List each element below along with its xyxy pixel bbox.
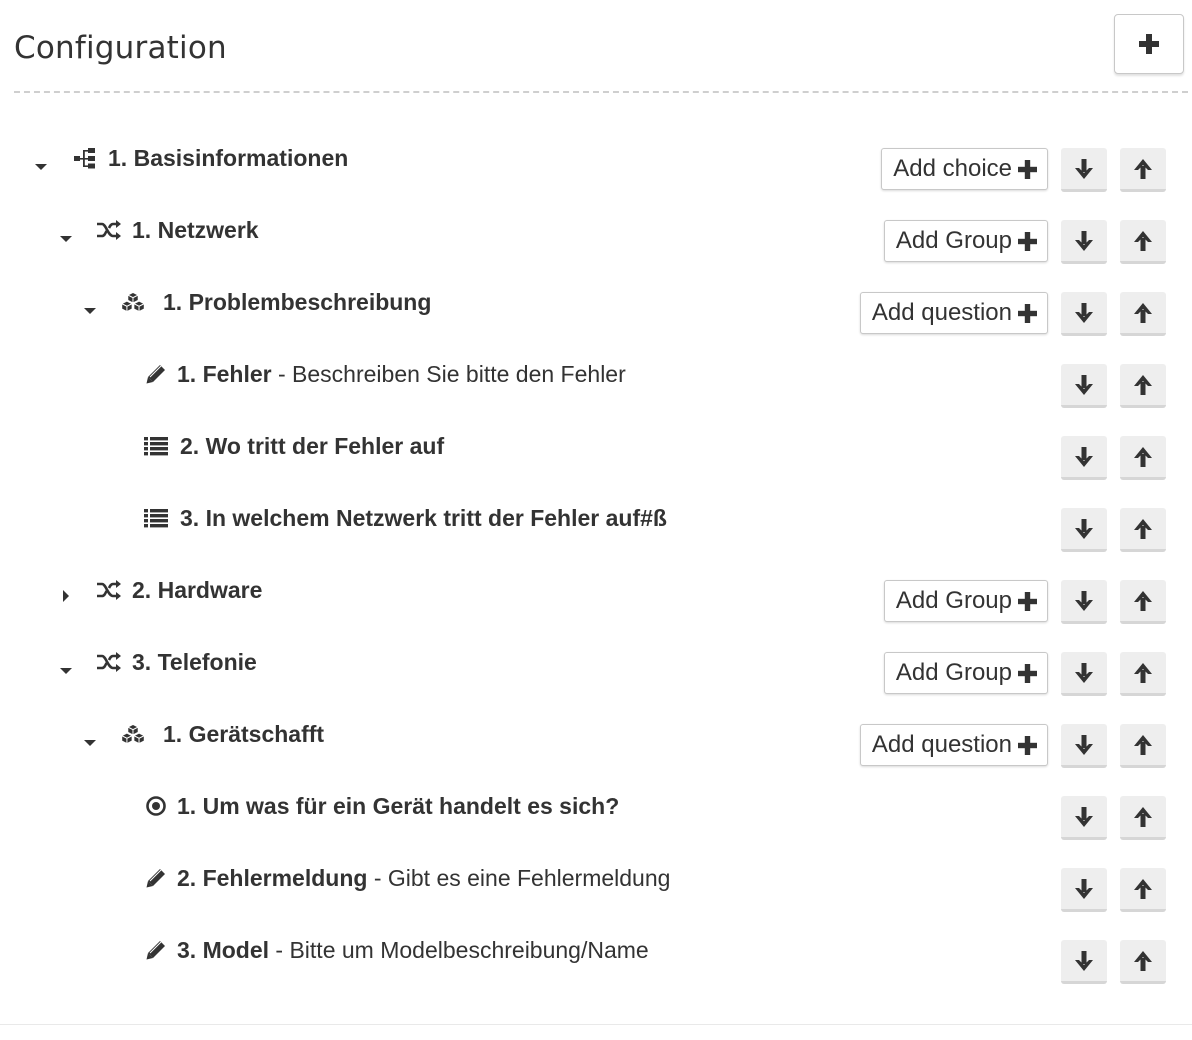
node-title: Gerätschafft [188, 721, 325, 747]
arrow-down-icon [1074, 734, 1094, 756]
move-up-button[interactable] [1120, 724, 1166, 768]
add-button-label: Add Group [895, 587, 1012, 614]
cubes-icon [120, 290, 146, 314]
node-number: 1. [177, 793, 197, 819]
pencil-icon [143, 866, 169, 890]
plus-icon [1018, 592, 1037, 611]
node-label [163, 290, 431, 314]
move-down-button[interactable] [1061, 436, 1107, 480]
caret-down-icon[interactable] [59, 664, 73, 678]
arrow-up-icon [1133, 734, 1153, 756]
arrow-up-icon [1133, 230, 1153, 252]
arrow-up-icon [1133, 806, 1153, 828]
move-down-button[interactable] [1061, 292, 1107, 336]
random-icon [96, 218, 122, 242]
plus-icon [1018, 232, 1037, 251]
dot-circle-icon [143, 794, 169, 818]
node-number: 1. [132, 217, 152, 243]
add-choice-button[interactable] [881, 148, 1048, 190]
node-title: Fehlermeldung [202, 865, 368, 891]
bottom-divider [0, 1024, 1192, 1025]
arrow-down-icon [1074, 590, 1094, 612]
plus-icon [1138, 33, 1160, 55]
arrow-down-icon [1074, 374, 1094, 396]
node-number: 2. [177, 865, 197, 891]
node-description: - Bitte um Modelbeschreibung/Name [269, 937, 649, 963]
move-up-button[interactable] [1120, 868, 1166, 912]
node-title: Hardware [157, 577, 263, 603]
node-label [180, 506, 667, 530]
pencil-icon [143, 938, 169, 962]
question-row [0, 914, 1192, 986]
arrow-down-icon [1074, 230, 1094, 252]
tree-node-row [0, 194, 1192, 266]
arrow-down-icon [1074, 302, 1094, 324]
move-down-button[interactable] [1061, 652, 1107, 696]
caret-down-icon[interactable] [83, 304, 97, 318]
move-up-button[interactable] [1120, 220, 1166, 264]
node-title: Basisinformationen [133, 145, 349, 171]
arrow-up-icon [1133, 374, 1153, 396]
node-label [108, 146, 348, 170]
move-up-button[interactable] [1120, 148, 1166, 192]
random-icon [96, 578, 122, 602]
plus-icon [1018, 160, 1037, 179]
move-up-button[interactable] [1120, 580, 1166, 624]
add-group-button[interactable] [884, 580, 1048, 622]
move-down-button[interactable] [1061, 148, 1107, 192]
node-title: Problembeschreibung [188, 289, 432, 315]
arrow-down-icon [1074, 662, 1094, 684]
node-title: Fehler [202, 361, 272, 387]
add-button-label: Add Group [895, 659, 1012, 686]
random-icon [96, 650, 122, 674]
add-button-label: Add question [871, 299, 1012, 326]
plus-icon [1018, 664, 1037, 683]
node-title: Telefonie [157, 649, 257, 675]
node-title: Model [202, 937, 270, 963]
question-row [0, 338, 1192, 410]
move-up-button[interactable] [1120, 940, 1166, 984]
caret-down-icon[interactable] [59, 232, 73, 246]
node-label [177, 362, 626, 386]
arrow-up-icon [1133, 302, 1153, 324]
node-description: - Gibt es eine Fehlermeldung [367, 865, 671, 891]
move-up-button[interactable] [1120, 436, 1166, 480]
node-number: 1. [108, 145, 128, 171]
question-row [0, 770, 1192, 842]
arrow-up-icon [1133, 590, 1153, 612]
move-up-button[interactable] [1120, 652, 1166, 696]
question-row [0, 482, 1192, 554]
arrow-down-icon [1074, 806, 1094, 828]
list-icon [143, 434, 169, 458]
move-down-button[interactable] [1061, 796, 1107, 840]
node-label [163, 722, 324, 746]
add-question-button[interactable] [860, 292, 1048, 334]
node-number: 3. [177, 937, 197, 963]
caret-down-icon[interactable] [34, 160, 48, 174]
sitemap-icon [72, 146, 98, 170]
node-title: In welchem Netzwerk tritt der Fehler auf#ß [205, 505, 667, 531]
arrow-down-icon [1074, 950, 1094, 972]
move-down-button[interactable] [1061, 508, 1107, 552]
arrow-down-icon [1074, 878, 1094, 900]
node-label [132, 578, 262, 602]
list-icon [143, 506, 169, 530]
caret-right-icon[interactable] [59, 589, 73, 603]
arrow-down-icon [1074, 518, 1094, 540]
add-button-label: Add Group [895, 227, 1012, 254]
tree-node-row [0, 266, 1192, 338]
tree-node-row [0, 122, 1192, 194]
arrow-up-icon [1133, 158, 1153, 180]
arrow-up-icon [1133, 518, 1153, 540]
page-title: Configuration [14, 30, 227, 66]
move-up-button[interactable] [1120, 508, 1166, 552]
node-number: 3. [180, 505, 200, 531]
add-group-button[interactable] [884, 220, 1048, 262]
arrow-down-icon [1074, 446, 1094, 468]
arrow-up-icon [1133, 446, 1153, 468]
move-down-button[interactable] [1061, 868, 1107, 912]
node-label [132, 650, 257, 674]
configuration-tree [0, 122, 1192, 986]
node-label [132, 218, 259, 242]
arrow-up-icon [1133, 662, 1153, 684]
node-title: Wo tritt der Fehler auf [205, 433, 445, 459]
add-question-button[interactable] [860, 724, 1048, 766]
cubes-icon [120, 722, 146, 746]
node-description: - Beschreiben Sie bitte den Fehler [271, 361, 626, 387]
node-number: 1. [177, 361, 197, 387]
question-row [0, 410, 1192, 482]
arrow-down-icon [1074, 158, 1094, 180]
node-title: Netzwerk [157, 217, 259, 243]
add-configuration-button[interactable] [1114, 14, 1184, 74]
pencil-icon [143, 362, 169, 386]
node-title: Um was für ein Gerät handelt es sich? [202, 793, 620, 819]
plus-icon [1018, 736, 1037, 755]
node-number: 3. [132, 649, 152, 675]
arrow-up-icon [1133, 950, 1153, 972]
node-number: 2. [180, 433, 200, 459]
move-down-button[interactable] [1061, 724, 1107, 768]
node-number: 2. [132, 577, 152, 603]
add-button-label: Add choice [893, 155, 1012, 182]
title-divider [14, 91, 1188, 93]
node-label [180, 434, 444, 458]
plus-icon [1018, 304, 1037, 323]
move-up-button[interactable] [1120, 796, 1166, 840]
move-down-button[interactable] [1061, 580, 1107, 624]
caret-down-icon[interactable] [83, 736, 97, 750]
tree-node-row [0, 626, 1192, 698]
question-row [0, 842, 1192, 914]
node-label [177, 794, 619, 818]
move-down-button[interactable] [1061, 364, 1107, 408]
node-number: 1. [163, 289, 183, 315]
move-up-button[interactable] [1120, 364, 1166, 408]
move-up-button[interactable] [1120, 292, 1166, 336]
add-button-label: Add question [871, 731, 1012, 758]
tree-node-row [0, 698, 1192, 770]
move-down-button[interactable] [1061, 220, 1107, 264]
move-down-button[interactable] [1061, 940, 1107, 984]
add-group-button[interactable] [884, 652, 1048, 694]
node-label [177, 938, 649, 962]
arrow-up-icon [1133, 878, 1153, 900]
node-label [177, 866, 670, 890]
node-number: 1. [163, 721, 183, 747]
tree-node-row [0, 554, 1192, 626]
